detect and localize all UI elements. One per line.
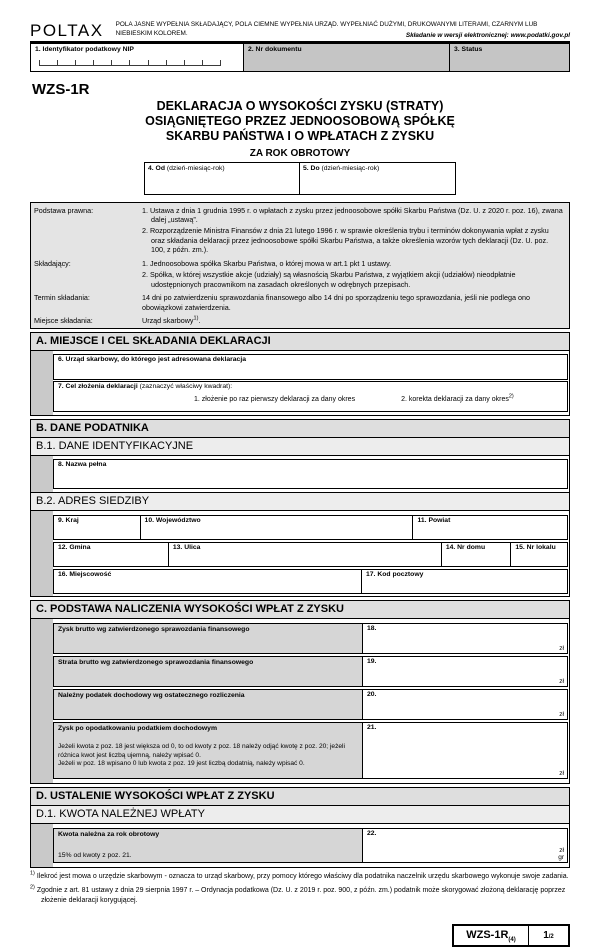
legal-item: 1. Jednoosobowa spółka Skarbu Państwa, o której mowa w art.1 pkt 1 ustawy. bbox=[142, 259, 392, 269]
row-label: Zysk brutto wg zatwierdzonego sprawozdania finansowego bbox=[53, 623, 362, 654]
field-12-commune[interactable]: 12. Gmina bbox=[53, 542, 169, 567]
field-10-voivodeship[interactable]: 10. Województwo bbox=[141, 515, 414, 540]
status-label: 3. Status bbox=[454, 45, 483, 53]
section-b-header: B. DANE PODATNIKA bbox=[31, 420, 569, 438]
nip-field[interactable] bbox=[31, 44, 243, 71]
row-sublabel: 15% od kwoty z poz. 21. bbox=[58, 851, 132, 859]
form-subtitle: ZA ROK OBROTOWY bbox=[249, 147, 351, 159]
fill-instructions: POLA JASNE WYPEŁNIA SKŁADAJĄCY, POLA CIEMNE WYPEŁNIA URZĄD. WYPEŁNIAĆ DUŻYMI, DRUKOWANYMI LITERAMI, CZARNYM LUB NIEBIESKIM KOLOREM. bbox=[115, 21, 538, 38]
legal-item: 2. Rozporządzenie Ministra Finansów z dnia 21 lutego 1996 r. w sprawie określenia trybu i terminów dokonywania wpłat z zysku oraz składania deklaracji przez jednoosobowe spółki Skarbu Państwa, a także określenia wzorów tych deklaracji (Dz. U. poz. 100, z późn. zm.). bbox=[142, 226, 549, 255]
legal-row-label: Podstawa prawna: bbox=[34, 205, 94, 215]
nip-segment bbox=[202, 60, 221, 66]
legal-row-label: Termin składania: bbox=[34, 293, 90, 303]
section-d bbox=[30, 787, 570, 868]
field-15-apartment-number[interactable]: 15. Nr lokalu bbox=[511, 542, 568, 567]
date-from-label: 4. Od bbox=[148, 164, 165, 172]
field-17-postal-code[interactable]: 17. Kod pocztowy bbox=[362, 569, 568, 594]
status-field bbox=[449, 44, 569, 71]
form-title bbox=[30, 99, 570, 144]
id-row bbox=[30, 43, 570, 72]
nip-segment bbox=[75, 60, 93, 66]
date-to-label: 5. Do bbox=[303, 164, 320, 172]
legal-row bbox=[34, 293, 564, 312]
document-number-label: 2. Nr dokumentu bbox=[248, 45, 302, 53]
field-8-label: 8. Nazwa pełna bbox=[58, 461, 107, 469]
nip-segment bbox=[166, 60, 184, 66]
purpose-option-correction[interactable]: 2. korekta deklaracji za dany okres$^{2)}$ bbox=[401, 393, 514, 404]
footnote-ref: 1) bbox=[193, 315, 199, 322]
section-d-header: D. USTALENIE WYSOKOŚCI WPŁAT Z ZYSKU bbox=[31, 788, 569, 806]
date-from-field[interactable] bbox=[144, 162, 300, 195]
section-a-header: A. MIEJSCE I CEL SKŁADANIA DEKLARACJI bbox=[31, 333, 569, 351]
footnote-1: $^{1)}$ Ilekroć jest mowa o urzędzie skarbowym - oznacza to urząd skarbowy, przy pomocy którego właściwy dla podatnika naczelnik urzędu skarbowego wykonuje swoje zadania. bbox=[30, 871, 569, 881]
legal-row-label: Miejsce składania: bbox=[34, 315, 93, 325]
nip-segment bbox=[111, 60, 129, 66]
legal-row bbox=[34, 206, 564, 257]
nip-input-ruler[interactable] bbox=[39, 60, 221, 66]
fiscal-year-range bbox=[30, 162, 570, 195]
field-7-purpose bbox=[53, 381, 568, 412]
currency-unit: zł bbox=[559, 645, 564, 653]
date-to-field[interactable] bbox=[300, 162, 456, 195]
section-c bbox=[30, 600, 570, 784]
field-14-house-number[interactable]: 14. Nr domu bbox=[442, 542, 512, 567]
row-label: Zysk po opodatkowaniu podatkiem dochodowym bbox=[58, 725, 217, 733]
legal-row-label: Składający: bbox=[34, 259, 71, 269]
legal-item: 14 dni po zatwierdzeniu sprawozdania finansowego albo 14 dni po sporządzeniu tego sprawozdania, jeśli nie podlega ono obowiązkowi zatwierdzenia. bbox=[142, 293, 530, 313]
row-label: Należny podatek dochodowy wg ostatecznego rozliczenia bbox=[53, 689, 362, 720]
form-title-line: DEKLARACJA O WYSOKOŚCI ZYSKU (STRATY) bbox=[156, 98, 444, 113]
form-title-line: SKARBU PAŃSTWA I O WPŁATACH Z ZYSKU bbox=[165, 128, 435, 143]
section-b2-header: B.2. ADRES SIEDZIBY bbox=[31, 492, 569, 511]
field-6-label: 6. Urząd skarbowy, do którego jest adresowana deklaracja bbox=[58, 356, 246, 364]
nip-segment bbox=[93, 60, 111, 66]
footnote-2: $^{2)}$ Zgodnie z art. 81 ustawy z dnia 29 sierpnia 1997 r. – Ordynacja podatkowa (Dz. U. z 2019 r. poz. 900, z późn. zm.) podatnik może skorygować złożoną deklarację poprzez złożenie deklaracji korygującej. bbox=[30, 884, 566, 904]
field-7-hint: (zaznaczyć właściwy kwadrat): bbox=[139, 383, 233, 391]
field-20-amount[interactable] bbox=[362, 689, 568, 720]
masthead bbox=[30, 20, 570, 43]
currency-unit: zł bbox=[559, 770, 564, 778]
legal-item: 2. Spółka, w której wszystkie akcje (udziały) są własnością Skarbu Państwa, z wyjątkiem akcji (udziałów) nieodpłatnie udostępnionych pracownikom na zasadach określonych w odrębnych przepisach. bbox=[142, 269, 516, 289]
field-11-county[interactable]: 11. Powiat bbox=[413, 515, 568, 540]
row-gross-profit bbox=[53, 623, 568, 654]
field-18-amount[interactable] bbox=[362, 623, 568, 654]
nip-segment bbox=[39, 60, 57, 66]
page-indicator: 1/2 bbox=[543, 929, 554, 941]
nip-label: 1. Identyfikator podatkowy NIP bbox=[35, 45, 134, 53]
form-version: (4) bbox=[508, 937, 516, 944]
row-label: Kwota należna za rok obrotowy bbox=[58, 831, 160, 839]
row-label: Strata brutto wg zatwierdzonego sprawozdania finansowego bbox=[53, 656, 362, 687]
row-note: Jeżeli kwota z poz. 18 jest większa od 0, to od kwoty z poz. 18 należy odjąć kwotę z poz. 20; jeżeli różnica kwot jest liczbą ujemną, należy wpisać 0. Jeżeli w poz. 18 wpisano 0 lub kwota z poz. 19 jest liczbą dodatnią, należy wpisać 0. bbox=[58, 743, 345, 768]
field-8-full-name[interactable] bbox=[53, 459, 568, 489]
section-b bbox=[30, 419, 570, 597]
form-title-line: OSIĄGNIĘTEGO PRZEZ JEDNOOSOBOWĄ SPÓŁKĘ bbox=[145, 113, 455, 128]
field-16-city[interactable]: 16. Miejscowość bbox=[53, 569, 362, 594]
section-d1-header: D.1. KWOTA NALEŻNEJ WPŁATY bbox=[31, 806, 569, 824]
footer-form-code: WZS-$1R_{(4)}$ bbox=[454, 926, 529, 945]
field-13-street[interactable]: 13. Ulica bbox=[169, 542, 442, 567]
section-a bbox=[30, 332, 570, 416]
field-7-label: 7. Cel złożenia deklaracji bbox=[58, 383, 138, 391]
currency-unit: zł bbox=[559, 711, 564, 719]
row-amount-due bbox=[53, 828, 568, 863]
efiling-note: Składanie w wersji elektronicznej: www.podatki.gov.pl bbox=[405, 31, 570, 39]
field-number: 19. bbox=[367, 658, 377, 666]
nip-segment bbox=[148, 60, 166, 66]
nip-segment bbox=[184, 60, 202, 66]
form-code: WZS-1R bbox=[32, 80, 90, 98]
row-income-tax bbox=[53, 689, 568, 720]
currency-unit: zł gr bbox=[558, 847, 564, 862]
field-22-amount[interactable] bbox=[362, 828, 568, 863]
field-21-amount[interactable] bbox=[362, 722, 568, 779]
legal-item: Urząd skarbowy bbox=[142, 315, 194, 325]
field-number: 18. bbox=[367, 625, 377, 633]
nip-segment bbox=[57, 60, 75, 66]
date-to-hint: (dzień-miesiąc-rok) bbox=[321, 164, 380, 172]
purpose-option-first-filing[interactable]: 1. złożenie po raz pierwszy deklaracji za dany okres bbox=[194, 396, 356, 404]
row-gross-loss bbox=[53, 656, 568, 687]
footnotes bbox=[30, 872, 570, 905]
field-number: 21. bbox=[367, 724, 377, 732]
document-number-field bbox=[243, 44, 449, 71]
field-number: 22. bbox=[367, 830, 377, 838]
field-19-amount[interactable] bbox=[362, 656, 568, 687]
row-profit-after-tax bbox=[53, 722, 568, 779]
section-c-header: C. PODSTAWA NALICZENIA WYSOKOŚCI WPŁAT Z ZYSKU bbox=[31, 601, 569, 619]
field-9-country[interactable]: 9. Kraj bbox=[53, 515, 141, 540]
poltax-logo: POLTAX bbox=[30, 20, 104, 40]
nip-segment bbox=[129, 60, 147, 66]
section-b1-header: B.1. DANE IDENTYFIKACYJNE bbox=[31, 438, 569, 456]
legal-info-box bbox=[30, 202, 570, 330]
legal-row bbox=[34, 259, 564, 290]
footnote-ref: 2) bbox=[508, 393, 514, 400]
field-number: 20. bbox=[367, 691, 377, 699]
legal-item: 1. Ustawa z dnia 1 grudnia 1995 r. o wpłatach z zysku przez jednoosobowe spółki Skarbu Państwa (Dz. U. z 2020 r. poz. 16), zwana dalej „ustawą”. bbox=[142, 205, 563, 225]
date-from-hint: (dzień-miesiąc-rok) bbox=[166, 164, 225, 172]
currency-unit: zł bbox=[559, 678, 564, 686]
field-6-tax-office[interactable] bbox=[53, 354, 568, 380]
legal-row: Miejsce składania: Urząd skarbowy$^{1)}$. bbox=[34, 315, 201, 325]
page-footer-box bbox=[452, 924, 570, 947]
